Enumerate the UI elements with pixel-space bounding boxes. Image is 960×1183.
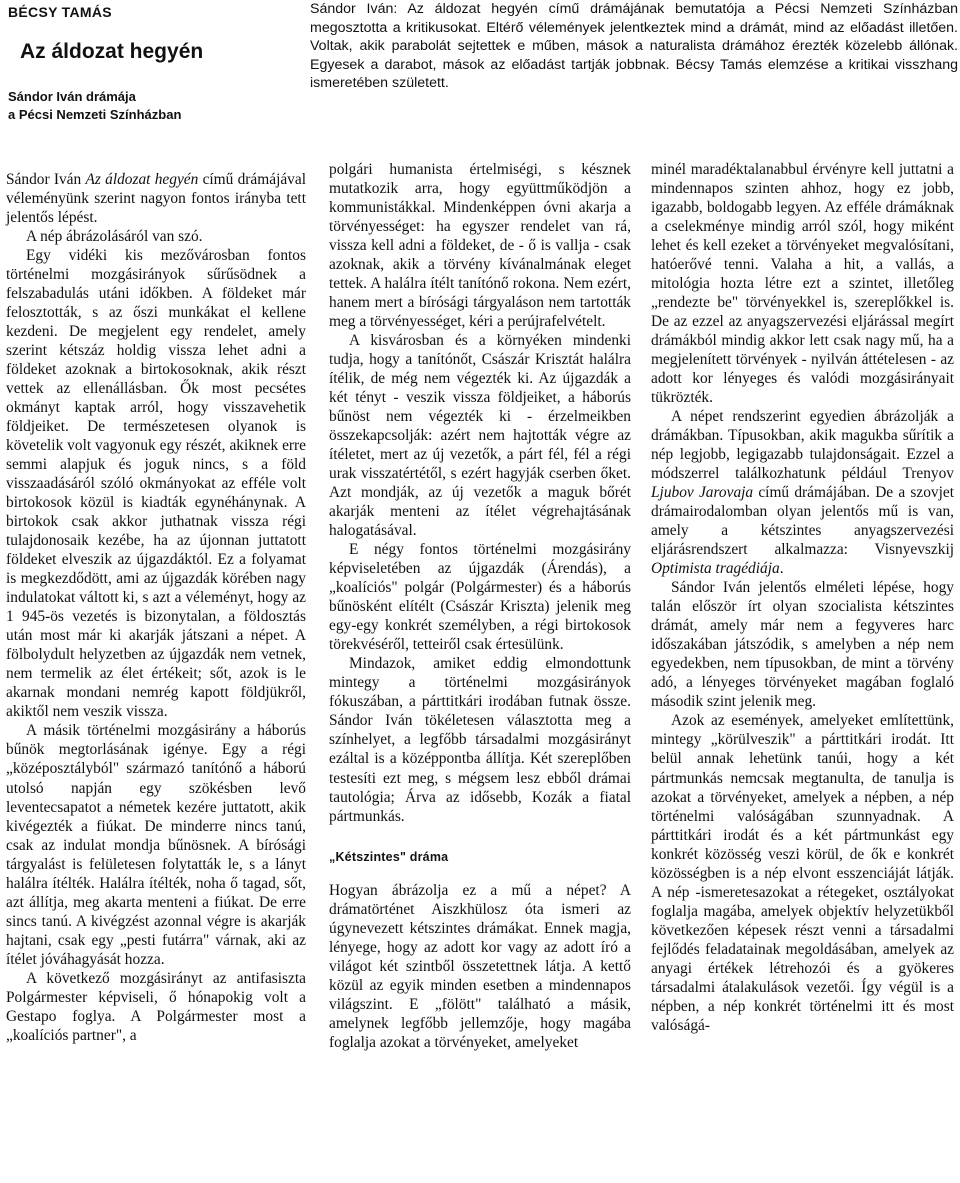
paragraph: Hogyan ábrázolja ez a mű a népet? A drámatörténet Aiszkhülosz óta ismeri az úgynevezett kétszintes drámákat. Ennek magja, lényege, hogy az adott kor vagy az adott író a világot két szintből összetettnek látja. A kettő közül az egyik minden esetben a mindennapos világszint. E „fölött" található a másik, amelynek legfőbb jellemzője, hogy magába foglalja azokat a törvényeket, amelyeket [329,881,631,1051]
paragraph: Sándor Iván jelentős elméleti lépése, hogy talán először írt olyan szocialista kétszintes drámát, amely már nem a fegyveres harc időszakában játszódik, s amelyben a nép nem egyedekben, nem típusokban, de mint a törvény adó, a lényeges törvényeket magában foglaló második szint jelenik meg. [651,579,954,711]
article-subtitle [8,88,298,124]
paragraph: A kisvárosban és a környéken mindenki tudja, hogy a tanítónőt, Császár Krisztát halálra ítélik, de még nem végezték ki. Az újgazdák a két tényt - veszik vissza földjeiket, a háborús bűnöst nem végezték ki - érzelmeikben összekapcsolják: azért nem hajtották végre az ítéletet, mert az új vezetők, a párt fél, fél a régi urak visszatértétől, s ezért hagyják cserben őket. Azt mondják, az új vezetők a maguk bőrét akarják menteni az ítélet végrehajtásának halogatásával. [329,332,631,540]
paragraph: polgári humanista értelmiségi, s késznek mutatkozik arra, hogy együttműködjön a kommunistákkal. Mindenképpen óvni akarja a törvényességet: ha egyszer rendelet van rá, vissza kell adni a földeket, de - ő is vallja - csak azoknak, akik a törvény kívánalmának eleget tettek. A halálra ítélt tanítónő rokona. Nem ezért, hanem mert a bírósági tárgyaláson nem tartották meg a törvényességet, kéri a perújrafelvételt. [329,161,631,331]
paragraph: A nép ábrázolásáról van szó. [26,228,203,246]
paragraph: A következő mozgásirányt az antifasiszta Polgármester képviseli, ő hónapokig volt a Gestapo foglya. A Polgármester most a „koalíciós partner", a [6,969,306,1044]
paragraph-text: . [779,560,784,578]
paragraph-text: című drámájában. De a szovjet drámairodalomban olyan jelentős mű is van, amely a kétszintes anyagszervezési eljárásrendszert alkalmazza: Visnyevszkij [651,484,955,559]
author-name: BÉCSY TAMÁS [8,4,112,20]
paragraph-text: Sándor Iván [6,171,86,188]
section-heading: „Kétszintes" dráma [329,849,449,864]
article-title: Az áldozat hegyén [20,40,204,63]
text-column-1 [6,170,306,1045]
paragraph: minél maradéktalanabbul érvényre kell juttatni a mindennapos szinten ahhoz, hogy ez jobb, igazabb, boldogabb legyen. Az efféle drámáknak a cselekménye mindig arról szól, hogy miként lehet és kell ezeket a törvényeket megvalósítani, hatóerővé tenni. Valaha a hit, a vallás, a mitológia hozta létre ezt a szintet, illetőleg „rendezte be" törvényekkel is, szereplőkkel is. De az ezzel az anyagszervezési eljárással megírt drámákból mindig akkor lett csak nagy mű, ha a megjelenített törvények - nyilván áttételesen - az adott kor lényeges és valódi mozgásirányait tükrözték. [651,161,954,407]
work-title: Optimista tragédiája [651,560,780,578]
article-header [8,4,298,124]
paragraph: E négy fontos történelmi mozgásirány képviseletében az újgazdák (Árendás), a „koalíciós" polgár (Polgármester) és a háborús bűnösként elítélt (Császár Kriszta) jelenik meg egy-egy konkrét személyben, a régi birtokosok törekvéséről, tetteiről csak értesülünk. [329,541,631,654]
paragraph: A másik történelmi mozgásirány a háborús bűnök megtorlásának igénye. Egy a régi „középosztályból" származó tanítónő a háború utolsó napján egy szökésben levő leventecsapatot a németek kezére juttatott, akik kivégezték a fiúkat. De minderre nincs tanú, csak az indulat mondja bűnösnek. A bírósági tárgyalást is felületesen folytatták le, s a lányt halálra ítélték. Halálra ítélték, noha ő tagad, sőt, azt állítja, meg akarta menteni a fiúkat. De erre sincs tanú. A kivégzést azonnal végre is akarják hajtani, csak egy „pesti futárra" várnak, aki az ítélet jóváhagyását hozza. [6,722,306,968]
paragraph [6,170,306,227]
subtitle-line-2: a Pécsi Nemzeti Színházban [8,107,182,122]
paragraph: Mindazok, amiket eddig elmondottunk mintegy a történelmi mozgásirányok fókuszában, a párttitkári irodában futnak össze. Sándor Iván tökéletesen választotta meg a színhelyet, a legfőbb társadalmi mozgásirányt ezáltal is a középpontba állítja. Két szereplőben testesíti ezt meg, s mégsem lesz ebből drámai tautológia; Árva az idősebb, Kozák a fiatal pártmunkás. [329,655,631,825]
paragraph: Egy vidéki kis mezővárosban fontos történelmi mozgásirányok sűrűsödnek a felszabadulás utáni időkben. A földeket már felosztották, s az őszi munkákat el kellene kezdeni. De megjelent egy rendelet, amely szerint kétszáz holdig vissza lehet adni a földeket azoknak a birtokosoknak, akik részt vettek az ellenállásban. Ők most pecsétes okmányt kaptak arról, hogy visszavehetik földjeiket. De természetesen olyanok is követelik volt vagyonuk egy részét, akiknek erre semmi alapjuk és joguk nincs, s a föld visszaadásáról szóló okmányokat az efféle volt birtokosok közül is kiadták egynéhánynak. A birtokok csak akkor juthatnak vissza régi tulajdonosaik kezébe, ha az újonnan juttatott földeket elveszik az újgazdáktól. Ez a folyamat is megkezdődött, ami az újgazdák körében nagy indulatokat váltott ki, s azt a véleményt, hogy az 1 945-ös vezetés is bizonytalan, a földosztás után most már ki akarják játszani a népet. A fölbolydult helyzetben az újgazdák nem vetnek, nem termelik az élet értékeit; sőt, azok is le akarnak mondani nemrég kapott földjükről, akiktől nem veszik vissza. [6,247,306,721]
paragraph-text: című drámájával véleményünk szerint nagyon fontos irányba tett jelentős lépést. [6,171,306,227]
text-column-3 [651,160,954,1035]
work-title: Az áldozat hegyén [85,171,199,188]
lead-paragraph: Sándor Iván: Az áldozat hegyén című drámájának bemutatója a Pécsi Nemzeti Színházban megosztotta a kritikusokat. Eltérő vélemények jelentkeztek mind a drámát, mind az előadást illetően. Voltak, akik parabolát sejtettek e műben, mások a naturalista drámához érezték közelebb állónak. Egyesek a darabot, mások az előadást tartják jobbnak. Bécsy Tamás elemzése a kritikai visszhang ismeretében született. [310,1,958,92]
subtitle-line-1: Sándor Iván drámája [8,89,136,104]
paragraph-text: A népet rendszerint egyedien ábrázolják a drámákban. Típusokban, akik magukba sűrítik a nép legjobb, legigazabb tulajdonságait. Ezzel a módszerrel találkozhatunk például Trenyov [651,408,954,483]
paragraph [651,407,954,578]
text-column-2 [329,160,631,1052]
work-title: Ljubov Jarovaja [651,484,754,502]
paragraph: Azok az események, amelyeket említettünk, mintegy „körülveszik" a párttitkári irodát. Itt belül annak lehetünk tanúi, hogy a két pártmunkás nemcsak megtanulta, de tanulja is azokat a törvényeket, amelyek a népben, a nép történelmi valóságában szunnyadnak. A párttitkári irodát és a két pártmunkást egy konkrét közösség veszi körül, de ők e konkrét közösségben is a nép elvont esszenciáját látják. A nép -ismeretesazokat a rétegeket, osztályokat foglalja magába, amelyek objektív helyzetükből következően képesek részt venni a társadalmi fejlődés feladatainak megoldásában, amelyek az anyagi értékek létrehozói és a gyökeres társadalmi átalakulások vezetői. Így végül is a népben, a nép konkrét történelmi itt és most valóságá- [651,712,954,1034]
